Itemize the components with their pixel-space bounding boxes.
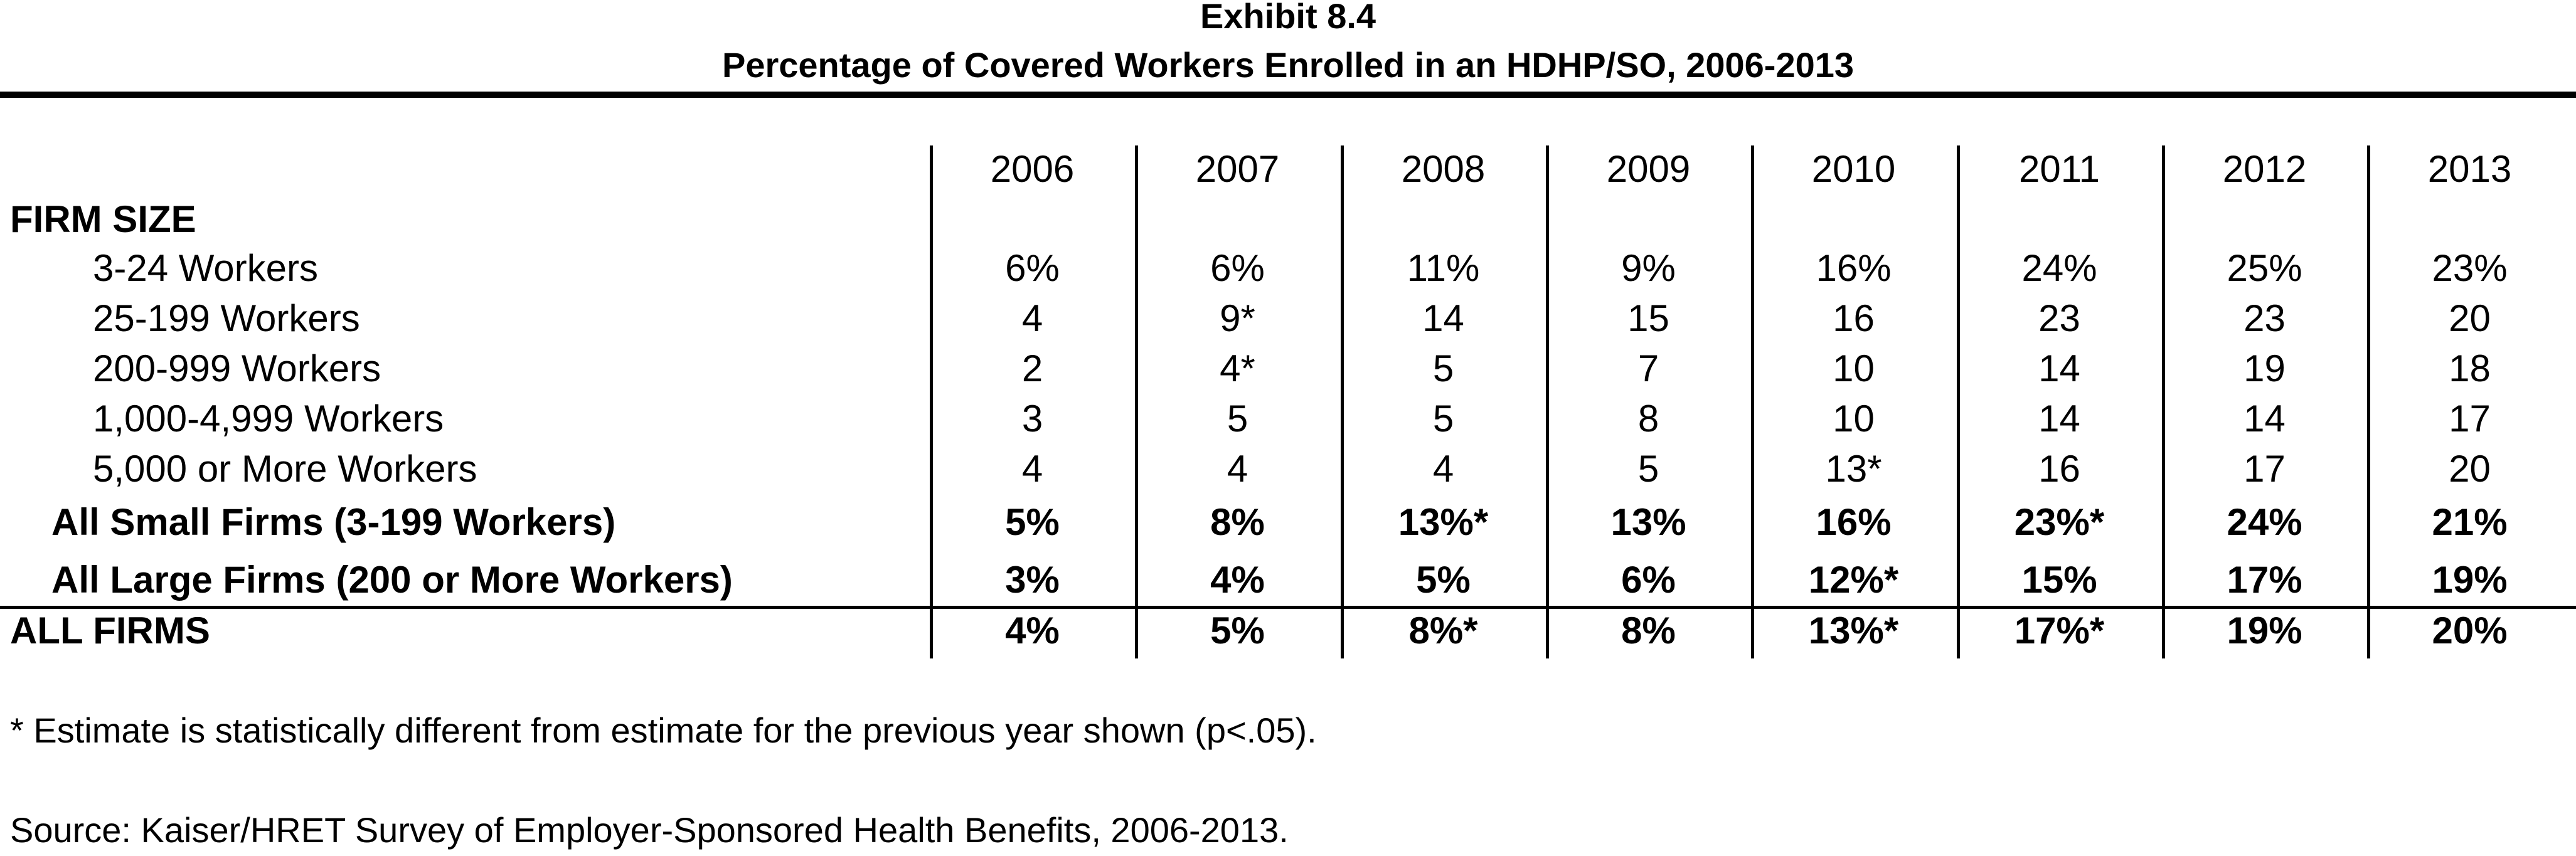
table-cell: 3 [1021, 398, 1043, 440]
table-cell: 23%* [2014, 501, 2105, 543]
column-header-2007: 2007 [1195, 148, 1280, 190]
table-cell: 14 [2243, 398, 2286, 440]
table-cell: 4 [1021, 448, 1043, 490]
table-cell: 25% [2227, 247, 2302, 289]
row-label: 3-24 Workers [93, 247, 319, 289]
table-cell: 15% [2021, 559, 2097, 601]
table-cell: 15 [1627, 297, 1669, 339]
table-cell: 19 [2243, 347, 2286, 389]
table-cell: 16 [2038, 448, 2080, 490]
row-label: 25-199 Workers [93, 297, 360, 339]
table-cell: 6% [1621, 559, 1676, 601]
exhibit-subtitle: Percentage of Covered Workers Enrolled in an HDHP/SO, 2006-2013 [721, 45, 1855, 85]
table-cell: 18 [2449, 347, 2491, 389]
table-cell: 9* [1220, 297, 1255, 339]
table-cell: 6% [1005, 247, 1060, 289]
table-cell: 23% [2432, 247, 2508, 289]
table-cell: 5 [1227, 398, 1248, 440]
table-cell: 10 [1833, 347, 1875, 389]
table-cell: 14 [2038, 398, 2080, 440]
table-cell: 10 [1833, 398, 1875, 440]
column-header-2011: 2011 [2018, 148, 2100, 190]
table-cell: 17 [2243, 448, 2286, 490]
row-label: 1,000-4,999 Workers [93, 398, 444, 440]
column-header-2008: 2008 [1401, 148, 1486, 190]
table-cell: 24% [2021, 247, 2097, 289]
table-cell: 12%* [1808, 559, 1899, 601]
row-label: 5,000 or More Workers [93, 448, 477, 490]
column-header-2010: 2010 [1811, 148, 1896, 190]
table-cell: 23 [2038, 297, 2080, 339]
table-cell: 16% [1816, 501, 1892, 543]
table-cell: 21% [2432, 501, 2508, 543]
column-header-2013: 2013 [2427, 148, 2512, 190]
table-cell: 4 [1432, 448, 1454, 490]
table-cell: 13%* [1398, 501, 1489, 543]
table-cell: 4 [1021, 297, 1043, 339]
table-cell: 17%* [2014, 610, 2105, 652]
table-cell: 20% [2432, 610, 2508, 652]
table-cell: 13* [1825, 448, 1882, 490]
table-cell: 16 [1833, 297, 1875, 339]
column-header-2006: 2006 [990, 148, 1075, 190]
table-cell: 20 [2449, 297, 2491, 339]
table-cell: 11% [1407, 247, 1480, 289]
source-note: Source: Kaiser/HRET Survey of Employer-Sponsored Health Benefits, 2006-2013. [10, 810, 1289, 850]
table-cell: 19% [2432, 559, 2508, 601]
table-cell: 4 [1227, 448, 1248, 490]
table-cell: 5% [1210, 610, 1265, 652]
row-label: All Small Firms (3-199 Workers) [51, 501, 616, 543]
table-cell: 5 [1432, 398, 1454, 440]
table-cell: 8% [1621, 610, 1676, 652]
table-cell: 4* [1220, 347, 1255, 389]
table-cell: 19% [2227, 610, 2302, 652]
table-cell: 16% [1816, 247, 1892, 289]
table-cell: 6% [1210, 247, 1265, 289]
table-cell: 2 [1021, 347, 1043, 389]
table-cell: 14 [2038, 347, 2080, 389]
table-cell: 24% [2227, 501, 2302, 543]
row-label: 200-999 Workers [93, 347, 381, 389]
table-cell: 5% [1005, 501, 1060, 543]
table-cell: 5 [1637, 448, 1659, 490]
table-cell: 14 [1422, 297, 1464, 339]
column-header-2009: 2009 [1606, 148, 1691, 190]
table-cell: 17% [2227, 559, 2302, 601]
table-cell: 4% [1210, 559, 1265, 601]
table-cell: 4% [1005, 610, 1060, 652]
table-cell: 17 [2449, 398, 2491, 440]
column-header-2012: 2012 [2222, 148, 2307, 190]
table-cell: 8% [1210, 501, 1265, 543]
table-cell: 13% [1610, 501, 1686, 543]
table-cell: 9% [1621, 247, 1676, 289]
table-cell: 5 [1432, 347, 1454, 389]
section-header-firm-size: FIRM SIZE [10, 198, 196, 240]
row-label: All Large Firms (200 or More Workers) [51, 559, 733, 601]
footnote: * Estimate is statistically different from estimate for the previous year shown (p<.05). [10, 711, 1317, 750]
exhibit-title: Exhibit 8.4 [1200, 0, 1376, 36]
table-cell: 8%* [1408, 610, 1478, 652]
table-cell: 13%* [1808, 610, 1899, 652]
table-cell: 23 [2243, 297, 2286, 339]
table-cell: 20 [2449, 448, 2491, 490]
top-rule [0, 92, 2576, 98]
table-cell: 5% [1416, 559, 1471, 601]
table-cell: 8 [1637, 398, 1659, 440]
row-label: ALL FIRMS [10, 610, 210, 652]
table-cell: 7 [1637, 347, 1659, 389]
table-cell: 3% [1005, 559, 1060, 601]
